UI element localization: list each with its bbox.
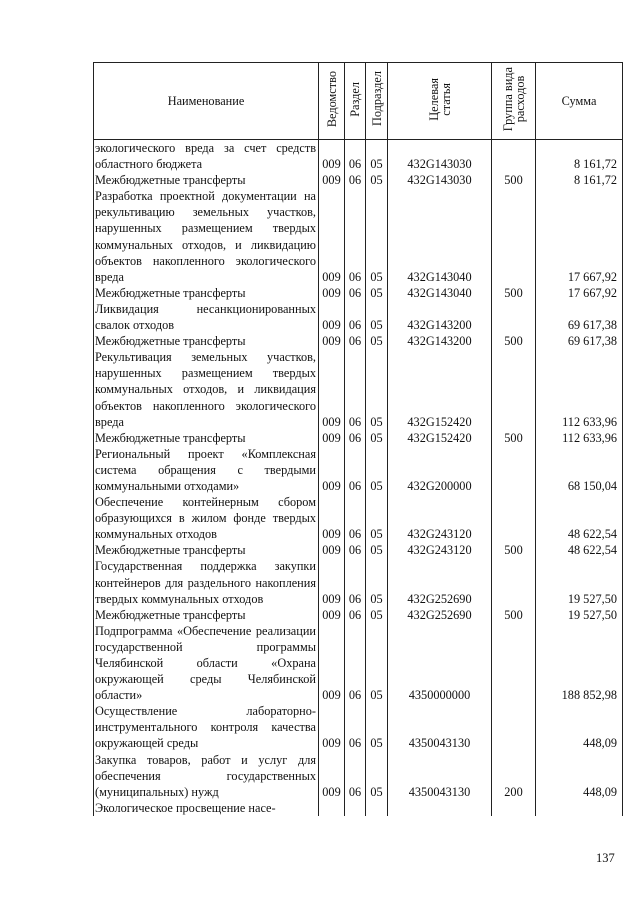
row-department: 009 — [319, 172, 345, 188]
row-subsection: 05 — [366, 623, 388, 703]
row-section: 06 — [345, 172, 366, 188]
row-target-article: 432G152420 — [388, 430, 492, 446]
row-name: Региональный проект «Комплексная система обращения с твердыми коммунальными отходами» — [94, 446, 319, 494]
row-subsection: 05 — [366, 446, 388, 494]
table-row — [94, 349, 623, 429]
row-expense-group: 500 — [492, 542, 536, 558]
row-expense-group: 200 — [492, 752, 536, 800]
row-department: 009 — [319, 333, 345, 349]
row-name: Межбюджетные трансферты — [94, 172, 319, 188]
row-amount: 19 527,50 — [536, 607, 623, 623]
table-row — [94, 333, 623, 349]
row-expense-group: 500 — [492, 333, 536, 349]
header-target-article: Целевая статья — [388, 63, 492, 140]
table-row — [94, 494, 623, 542]
row-amount: 48 622,54 — [536, 494, 623, 542]
row-subsection: 05 — [366, 430, 388, 446]
row-subsection: 05 — [366, 172, 388, 188]
row-amount: 188 852,98 — [536, 623, 623, 703]
row-target-article: 432G143040 — [388, 285, 492, 301]
header-section: Раздел — [345, 63, 366, 140]
row-target-article: 4350043130 — [388, 703, 492, 751]
row-name: Обеспечение контейнерным сбором образующихся в жилом фонде твердых коммунальных отходов — [94, 494, 319, 542]
table-row — [94, 430, 623, 446]
row-department: 009 — [319, 188, 345, 285]
row-target-article: 4350043130 — [388, 752, 492, 800]
table-row — [94, 301, 623, 333]
row-subsection: 05 — [366, 285, 388, 301]
row-department: 009 — [319, 140, 345, 173]
row-target-article: 432G143040 — [388, 188, 492, 285]
row-target-article: 432G143030 — [388, 140, 492, 173]
row-section: 06 — [345, 752, 366, 800]
row-target-article: 432G143200 — [388, 333, 492, 349]
row-subsection: 05 — [366, 301, 388, 333]
header-expense-group: Группа вида расходов — [492, 63, 536, 140]
header-name: Наименование — [94, 63, 319, 140]
row-target-article: 432G252690 — [388, 607, 492, 623]
table-row — [94, 188, 623, 285]
row-target-article: 432G143030 — [388, 172, 492, 188]
row-amount: 112 633,96 — [536, 430, 623, 446]
row-section: 06 — [345, 607, 366, 623]
row-amount: 8 161,72 — [536, 140, 623, 173]
row-amount: 448,09 — [536, 752, 623, 800]
row-name: Межбюджетные трансферты — [94, 607, 319, 623]
row-amount: 69 617,38 — [536, 333, 623, 349]
row-amount: 48 622,54 — [536, 542, 623, 558]
row-name: Ликвидация несанкционированных свалок отходов — [94, 301, 319, 333]
table-row — [94, 752, 623, 800]
row-expense-group — [492, 446, 536, 494]
row-target-article: 432G200000 — [388, 446, 492, 494]
row-subsection: 05 — [366, 494, 388, 542]
row-amount: 68 150,04 — [536, 446, 623, 494]
row-expense-group — [492, 558, 536, 606]
row-department: 009 — [319, 558, 345, 606]
row-section: 06 — [345, 703, 366, 751]
row-expense-group — [492, 349, 536, 429]
row-subsection: 05 — [366, 558, 388, 606]
row-expense-group — [492, 494, 536, 542]
budget-table — [93, 62, 623, 816]
row-section: 06 — [345, 140, 366, 173]
row-name: Разработка проектной документации на рекультивацию земельных участков, нарушенных размещением твердых коммунальных отходов, и ликвидацию объектов накопленного экологического вреда — [94, 188, 319, 285]
row-expense-group: 500 — [492, 172, 536, 188]
header-row — [94, 63, 623, 140]
row-department: 009 — [319, 285, 345, 301]
row-department: 009 — [319, 623, 345, 703]
table-row — [94, 800, 623, 816]
row-section: 06 — [345, 558, 366, 606]
table-body — [94, 140, 623, 816]
row-section: 06 — [345, 494, 366, 542]
row-expense-group: 500 — [492, 607, 536, 623]
row-name: Государственная поддержка закупки контейнеров для раздельного накопления твердых коммунальных отходов — [94, 558, 319, 606]
row-subsection: 05 — [366, 607, 388, 623]
row-expense-group — [492, 623, 536, 703]
row-name: экологического вреда за счет средств областного бюджета — [94, 140, 319, 173]
row-target-article: 4350000000 — [388, 623, 492, 703]
row-department: 009 — [319, 703, 345, 751]
table-row — [94, 446, 623, 494]
row-section: 06 — [345, 542, 366, 558]
row-target-article: 432G143200 — [388, 301, 492, 333]
row-section: 06 — [345, 446, 366, 494]
header-amount: Сумма — [536, 63, 623, 140]
table-row — [94, 285, 623, 301]
row-amount: 69 617,38 — [536, 301, 623, 333]
table-row — [94, 542, 623, 558]
row-subsection — [366, 800, 388, 816]
row-subsection: 05 — [366, 703, 388, 751]
row-department: 009 — [319, 446, 345, 494]
row-name: Межбюджетные трансферты — [94, 285, 319, 301]
row-name: Подпрограмма «Обеспечение реализации государственной программы Челябинской области «Охрана окружающей среды Челябинской области» — [94, 623, 319, 703]
row-section: 06 — [345, 285, 366, 301]
row-department: 009 — [319, 494, 345, 542]
row-expense-group — [492, 188, 536, 285]
page-number: 137 — [596, 851, 615, 865]
row-section — [345, 800, 366, 816]
row-subsection: 05 — [366, 140, 388, 173]
row-subsection: 05 — [366, 752, 388, 800]
row-amount: 112 633,96 — [536, 349, 623, 429]
table-row — [94, 607, 623, 623]
row-name: Закупка товаров, работ и услуг для обеспечения государственных (муниципальных) нужд — [94, 752, 319, 800]
row-target-article — [388, 800, 492, 816]
row-department: 009 — [319, 752, 345, 800]
row-name: Межбюджетные трансферты — [94, 333, 319, 349]
row-department: 009 — [319, 542, 345, 558]
row-section: 06 — [345, 333, 366, 349]
row-subsection: 05 — [366, 349, 388, 429]
row-amount: 448,09 — [536, 703, 623, 751]
row-target-article: 432G252690 — [388, 558, 492, 606]
row-department: 009 — [319, 301, 345, 333]
row-section: 06 — [345, 430, 366, 446]
row-section: 06 — [345, 301, 366, 333]
row-amount — [536, 800, 623, 816]
row-department: 009 — [319, 349, 345, 429]
table-row — [94, 703, 623, 751]
row-section: 06 — [345, 349, 366, 429]
row-subsection: 05 — [366, 188, 388, 285]
row-expense-group — [492, 703, 536, 751]
row-name: Межбюджетные трансферты — [94, 542, 319, 558]
row-target-article: 432G243120 — [388, 542, 492, 558]
row-amount: 17 667,92 — [536, 285, 623, 301]
row-subsection: 05 — [366, 542, 388, 558]
row-expense-group: 500 — [492, 285, 536, 301]
row-name: Рекультивация земельных участков, нарушенных размещением твердых коммунальных отходов, и ликвидация объектов накопленного экологического вреда — [94, 349, 319, 429]
row-section: 06 — [345, 188, 366, 285]
row-amount: 8 161,72 — [536, 172, 623, 188]
row-section: 06 — [345, 623, 366, 703]
row-department: 009 — [319, 430, 345, 446]
row-expense-group: 500 — [492, 430, 536, 446]
row-expense-group — [492, 140, 536, 173]
row-name: Экологическое просвещение насе- — [94, 800, 319, 816]
header-department: Ведомство — [319, 63, 345, 140]
row-target-article: 432G152420 — [388, 349, 492, 429]
row-target-article: 432G243120 — [388, 494, 492, 542]
row-name: Межбюджетные трансферты — [94, 430, 319, 446]
row-name: Осуществление лабораторно-инструментального контроля качества окружающей среды — [94, 703, 319, 751]
row-amount: 17 667,92 — [536, 188, 623, 285]
table-row — [94, 140, 623, 173]
row-department — [319, 800, 345, 816]
row-expense-group — [492, 800, 536, 816]
header-subsection: Подраздел — [366, 63, 388, 140]
row-subsection: 05 — [366, 333, 388, 349]
table-row — [94, 558, 623, 606]
row-expense-group — [492, 301, 536, 333]
row-amount: 19 527,50 — [536, 558, 623, 606]
table-row — [94, 623, 623, 703]
table-row — [94, 172, 623, 188]
row-department: 009 — [319, 607, 345, 623]
